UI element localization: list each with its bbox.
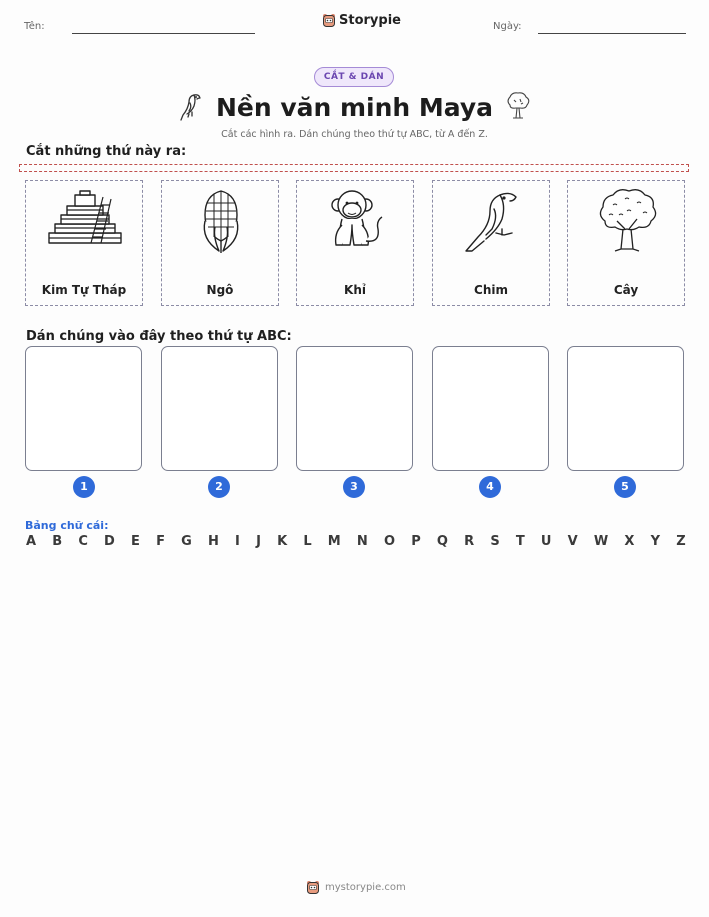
cut-section-heading: Cắt những thứ này ra: bbox=[26, 144, 187, 159]
alphabet-letter: A bbox=[26, 534, 37, 549]
alphabet-letter: G bbox=[181, 534, 192, 549]
paste-slot-5[interactable] bbox=[567, 346, 684, 471]
alphabet-letter: O bbox=[383, 534, 396, 549]
alphabet-letter: S bbox=[490, 534, 500, 549]
card-label: Ngô bbox=[206, 283, 234, 297]
alphabet-letter: I bbox=[235, 534, 240, 549]
alphabet-letter: B bbox=[52, 534, 63, 549]
cut-card-pyramid[interactable] bbox=[25, 180, 143, 306]
alphabet-letter: Z bbox=[676, 534, 686, 549]
alphabet-letter: H bbox=[207, 534, 219, 549]
slot-number-badge: 4 bbox=[479, 476, 501, 498]
alphabet-letter: F bbox=[156, 534, 165, 549]
alphabet-letter: R bbox=[464, 534, 475, 549]
footer bbox=[306, 880, 406, 895]
paste-section-heading: Dán chúng vào đây theo thứ tự ABC: bbox=[26, 329, 292, 344]
alphabet-letter: M bbox=[327, 534, 341, 549]
slot-number-badge: 1 bbox=[73, 476, 95, 498]
cut-card-corn[interactable] bbox=[161, 180, 279, 306]
brand-name: Storypie bbox=[339, 13, 401, 28]
alphabet-letter: K bbox=[277, 534, 288, 549]
activity-badge: CẮT & DÁN bbox=[314, 67, 394, 87]
alphabet-letter: E bbox=[131, 534, 140, 549]
alphabet-letter: T bbox=[515, 534, 525, 549]
alphabet-letter: V bbox=[567, 534, 578, 549]
name-line bbox=[72, 33, 255, 34]
monkey-icon bbox=[316, 185, 396, 255]
tree-icon bbox=[587, 185, 667, 255]
storypie-mascot-icon bbox=[322, 13, 336, 28]
alphabet-letter: Y bbox=[650, 534, 661, 549]
alphabet-letter: J bbox=[256, 534, 261, 549]
alphabet-letter: L bbox=[303, 534, 312, 549]
card-label: Khỉ bbox=[344, 283, 366, 297]
cut-card-bird[interactable] bbox=[432, 180, 550, 306]
alphabet-letter: W bbox=[593, 534, 609, 549]
paste-slot-2[interactable] bbox=[161, 346, 278, 471]
alphabet-letter: Q bbox=[436, 534, 448, 549]
page-title: Nền văn minh Maya bbox=[215, 93, 494, 122]
slot-number-badge: 3 bbox=[343, 476, 365, 498]
name-label: Tên: bbox=[24, 21, 45, 32]
alphabet-letter: N bbox=[356, 534, 368, 549]
alphabet-letter: P bbox=[411, 534, 421, 549]
alphabet-letter: C bbox=[78, 534, 88, 549]
paste-slot-4[interactable] bbox=[432, 346, 549, 471]
parrot-icon bbox=[452, 185, 532, 255]
cut-line bbox=[19, 164, 689, 172]
paste-slot-1[interactable] bbox=[25, 346, 142, 471]
brand-logo bbox=[322, 13, 401, 28]
footer-url: mystorypie.com bbox=[325, 882, 406, 893]
date-label: Ngày: bbox=[493, 21, 522, 32]
storypie-mascot-icon bbox=[306, 880, 320, 895]
date-line bbox=[538, 33, 686, 34]
slot-number-badge: 5 bbox=[614, 476, 636, 498]
card-label: Cây bbox=[613, 283, 639, 297]
alphabet-letter: X bbox=[624, 534, 635, 549]
alphabet-letter: U bbox=[540, 534, 552, 549]
card-label: Kim Tự Tháp bbox=[41, 283, 127, 297]
cut-card-tree[interactable] bbox=[567, 180, 685, 306]
alphabet-row bbox=[26, 534, 686, 549]
tree-decoration-icon bbox=[504, 91, 532, 121]
card-label: Chim bbox=[474, 283, 508, 297]
paste-slot-3[interactable] bbox=[296, 346, 413, 471]
slot-number-badge: 2 bbox=[208, 476, 230, 498]
corn-icon bbox=[181, 185, 261, 255]
pyramid-icon bbox=[45, 185, 125, 255]
alphabet-letter: D bbox=[104, 534, 115, 549]
instructions: Cắt các hình ra. Dán chúng theo thứ tự ABC, từ A đến Z. bbox=[221, 129, 488, 140]
alphabet-heading: Bảng chữ cái: bbox=[25, 519, 109, 532]
cut-card-monkey[interactable] bbox=[296, 180, 414, 306]
